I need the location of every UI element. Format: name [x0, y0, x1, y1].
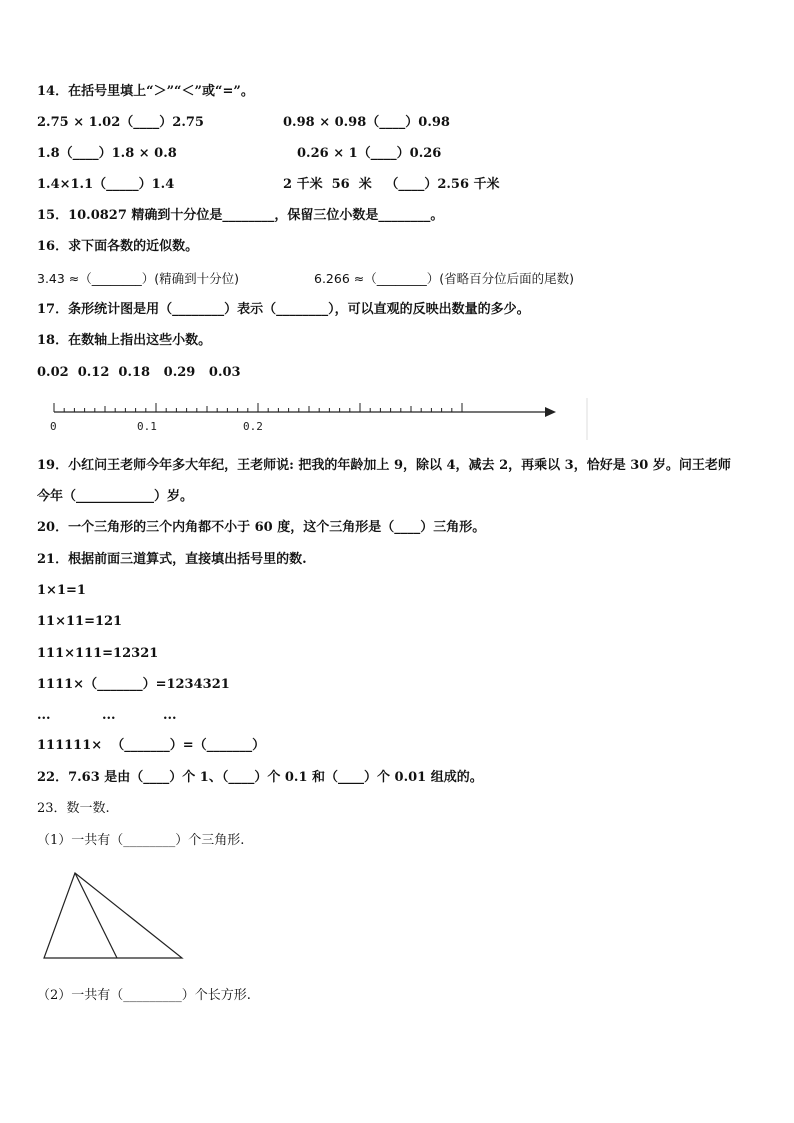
q21-title: 21．根据前面三道算式，直接填出括号里的数. [37, 552, 307, 567]
q23-title: 23．数一数. [37, 801, 110, 816]
q21-line2: 11×11=121 [37, 614, 123, 629]
q21-line6: 111111× （_______）=（_______） [37, 738, 266, 753]
axis-label-0.1: 0.1 [137, 420, 157, 433]
q23-part2: （2）一共有（_________）个长方形. [37, 988, 251, 1003]
q19-line2: 今年（____________）岁。 [37, 489, 194, 504]
q22-text: 22．7.63 是由（____）个 1、（____）个 0.1 和（____）个 0.01 组成的。 [37, 770, 483, 785]
axis-label-0: 0 [50, 420, 57, 433]
q21-line3: 111×111=12321 [37, 646, 159, 661]
triangle-figure [42, 870, 192, 962]
q18-title: 18．在数轴上指出这些小数。 [37, 333, 212, 348]
q21-line4: 1111×（_______）=1234321 [37, 677, 230, 692]
axis-label-0.2: 0.2 [243, 420, 263, 433]
q19-line1: 19．小红问王老师今年多大年纪，王老师说: 把我的年龄加上 9，除以 4，减去 2，再乘以 3，恰好是 30 岁。问王老师 [37, 458, 731, 473]
q21-dots-1: ... [37, 708, 51, 723]
q14-title: 14．在括号里填上“＞”“＜”或“=”。 [37, 84, 254, 99]
number-line-arrow-icon [545, 407, 556, 417]
q21-dots-3: ... [163, 708, 177, 723]
q14-row2-left: 1.8（____）1.8 × 0.8 [37, 146, 177, 161]
q14-row3-right: 2 千米 56 米 （____）2.56 千米 [283, 177, 500, 192]
number-line [45, 396, 605, 441]
q16-title: 16．求下面各数的近似数。 [37, 239, 199, 254]
q18-numbers: 0.02 0.12 0.18 0.29 0.03 [37, 365, 241, 380]
q20-text: 20．一个三角形的三个内角都不小于 60 度，这个三角形是（____）三角形。 [37, 520, 486, 535]
q21-line1: 1×1=1 [37, 583, 86, 598]
q17-text: 17．条形统计图是用（________）表示（________），可以直观的反映出数量的多少。 [37, 302, 530, 317]
q16-item-a: 3.43 ≈（________）(精确到十分位) [37, 271, 240, 286]
q14-row3-left: 1.4×1.1（_____）1.4 [37, 177, 175, 192]
q16-item-b: 6.266 ≈（________）(省略百分位后面的尾数) [314, 271, 574, 286]
q14-row1-left: 2.75 × 1.02（____）2.75 [37, 115, 204, 130]
inner-segment [75, 873, 117, 958]
q14-row2-right: 0.26 × 1（____）0.26 [297, 146, 442, 161]
q23-part1: （1）一共有（________）个三角形. [37, 833, 245, 848]
outer-triangle [44, 873, 182, 958]
q14-row1-right: 0.98 × 0.98（____）0.98 [283, 115, 450, 130]
q15-text: 15．10.0827 精确到十分位是________，保留三位小数是________。 [37, 208, 444, 223]
number-line-ticks [54, 403, 462, 412]
q21-dots-2: ... [102, 708, 116, 723]
